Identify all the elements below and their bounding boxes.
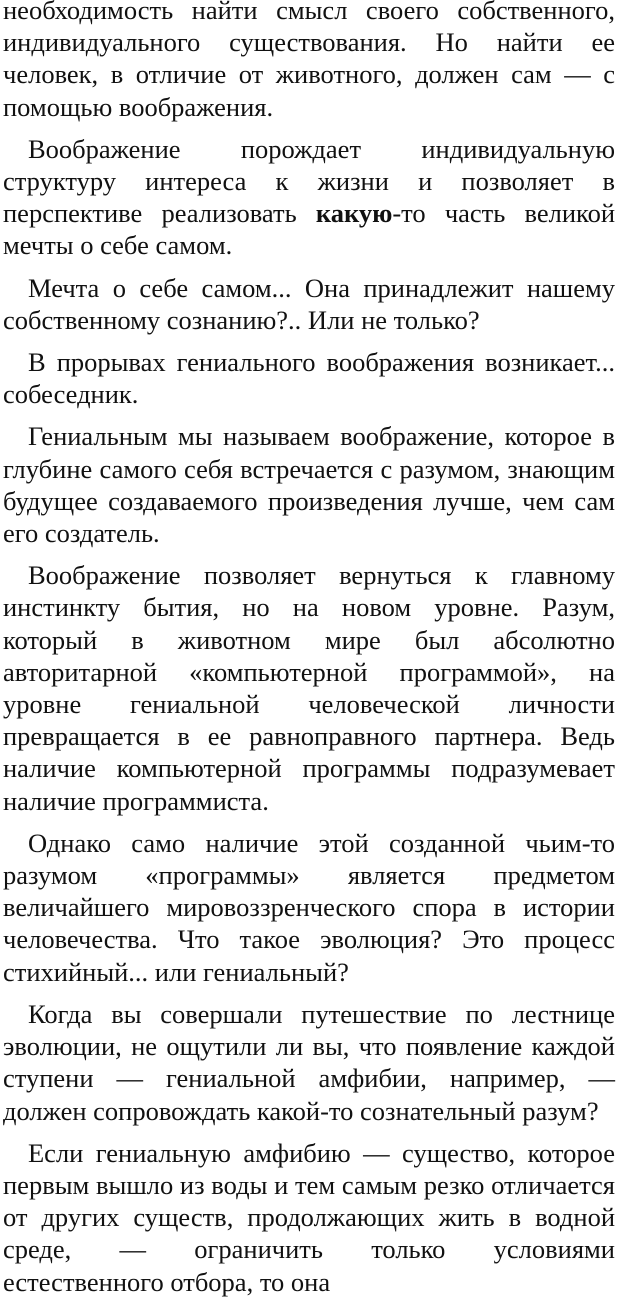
paragraph: Когда вы совершали путешествие по лестнице эволюции, не ощутили ли вы, что появление каждой ступени — гениальной амфибии, например, — должен сопровождать какой-то сознательный разум? [3, 998, 615, 1126]
paragraph: Мечта о себе самом... Она принадлежит нашему собственному сознанию?.. Или не только? [3, 272, 615, 335]
paragraph: Если гениальную амфибию — существо, которое первым вышло из воды и тем самым резко отличается от других существ, продолжающих жить в водной среде, — ограничить только условиями естественного отбора, то она [3, 1137, 615, 1297]
paragraph-text: -то часть великой мечты о себе самом. [3, 198, 615, 261]
paragraph: Гениальным мы называем воображение, которое в глубине самого себя встречается с разумом, знающим будущее создаваемого произведения лучше, чем сам его создатель. [3, 421, 615, 549]
paragraph [3, 133, 615, 262]
bold-word: какую [315, 198, 393, 229]
paragraph: Воображение позволяет вернуться к главному инстинкту бытия, но на новом уровне. Разум, который в животном мире был абсолютно авторитарной «компьютерной программой», на уровне гениальной человеческой личности превращается в ее равноправного партнера. Ведь наличие компьютерной программы подразумевает наличие программиста. [3, 560, 615, 816]
paragraph-text: Воображение порождает индивидуальную структуру интереса к жизни и позволяет в перспективе реализовать [3, 133, 615, 229]
paragraph: В прорывах гениального воображения возникает... собеседник. [3, 347, 615, 410]
paragraph: необходимость найти смысл своего собственного, индивидуального существования. Но найти ее человек, в отличие от животного, должен сам — с помощью воображения. [3, 0, 615, 122]
paragraph: Однако само наличие этой созданной чьим-то разумом «программы» является предметом величайшего мировоззренческого спора в истории человечества. Что такое эволюция? Это процесс стихийный... или гениальный? [3, 827, 615, 987]
